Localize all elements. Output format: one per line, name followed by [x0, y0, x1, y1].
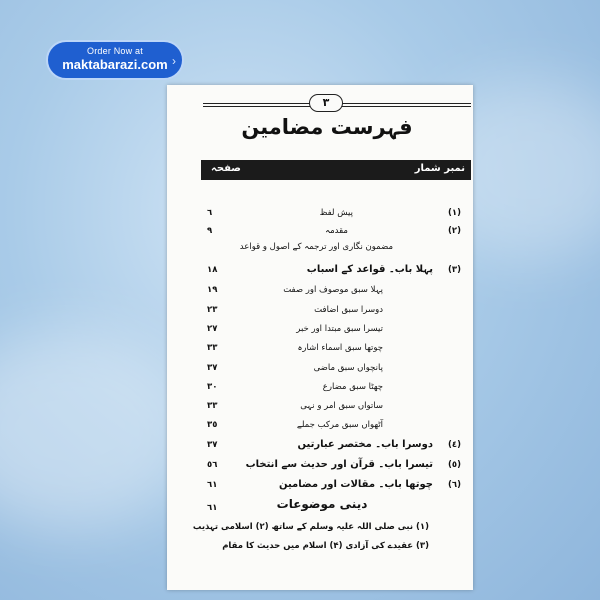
entry-serial: (٢) — [448, 226, 461, 236]
entry-page: ١٩ — [207, 285, 218, 295]
entry-page: ٣٣ — [207, 401, 218, 411]
entry-page: ١٨ — [207, 265, 218, 275]
toc-entry — [167, 478, 473, 492]
toc-entry — [167, 283, 473, 297]
section-heading: دینی موضوعات — [276, 497, 368, 511]
entry-serial: (٥) — [448, 460, 461, 470]
toc-entry — [167, 224, 473, 238]
entry-text: تیسرا باب۔ قرآن اور حدیث سے انتخاب — [245, 459, 433, 470]
toc-header-bar — [201, 160, 471, 180]
header-page-label: صفحہ — [211, 163, 241, 174]
entry-text: چوتھا سبق اسماء اشارہ — [297, 343, 383, 353]
toc-entry — [167, 240, 473, 254]
entry-text: چھٹا سبق مضارع — [322, 382, 383, 392]
toc-entry — [167, 458, 473, 472]
toc-entry — [167, 206, 473, 220]
page-title: فہرست مضامین — [241, 115, 413, 139]
entry-text: پہلا سبق موصوف اور صفت — [283, 285, 383, 295]
entry-page: ٥٦ — [207, 460, 218, 470]
toc-entry — [167, 361, 473, 375]
entry-page: ٢٣ — [207, 305, 218, 315]
entry-text: دوسرا باب۔ مختصر عبارتیں — [297, 439, 433, 450]
toc-entry — [167, 341, 473, 355]
entry-page: ٣٠ — [207, 382, 218, 392]
entry-text: چوتھا باب۔ مقالات اور مضامین — [278, 479, 433, 490]
entry-text: مقدمہ — [325, 226, 348, 236]
header-serial-label: نمبر شمار — [414, 163, 465, 174]
chevron-right-icon: › — [172, 54, 176, 68]
entry-serial: (١) — [448, 208, 461, 218]
entry-serial: (٣) — [448, 265, 461, 275]
book-page — [167, 85, 473, 590]
entry-text: پہلا باب۔ قواعد کے اسباب — [306, 264, 433, 275]
entry-text: پیش لفظ — [319, 208, 353, 218]
entry-text: دوسرا سبق اضافت — [314, 305, 383, 315]
order-site-label: maktabarazi.com — [62, 57, 168, 72]
topic-line: (٣) عقیدے کی آزادی (۴) اسلام میں حدیث کا مقام — [222, 541, 429, 551]
entry-text: ساتواں سبق امر و نہی — [300, 401, 383, 411]
entry-page: ٦١ — [207, 503, 218, 513]
topic-line: (١) نبی صلی اللہ علیہ وسلم کے ساتھ (٢) اسلامی تہذیب — [192, 522, 429, 532]
toc-entry — [167, 418, 473, 432]
entry-page: ٩ — [207, 226, 213, 236]
entry-text: پانچواں سبق ماضی — [313, 363, 383, 373]
order-now-button[interactable] — [46, 40, 184, 80]
entry-page: ٣٣ — [207, 343, 218, 353]
toc-entry — [167, 263, 473, 277]
entry-page: ٢٧ — [207, 324, 218, 334]
toc-entry — [167, 438, 473, 452]
entry-page: ٣٧ — [207, 440, 218, 450]
toc-entry — [167, 380, 473, 394]
toc-entry — [167, 303, 473, 317]
entry-text: تیسرا سبق مبتدا اور خبر — [296, 324, 383, 334]
entry-text: آٹھواں سبق مرکب جملے — [296, 420, 383, 430]
entry-text: مضمون نگاری اور ترجمہ کے اصول و قواعد — [239, 242, 393, 252]
entry-page: ٣٥ — [207, 420, 218, 430]
entry-page: ٣٧ — [207, 363, 218, 373]
toc-entry — [167, 399, 473, 413]
entry-page: ٦ — [207, 208, 213, 218]
entry-serial: (٤) — [448, 440, 461, 450]
entry-serial: (٦) — [448, 480, 461, 490]
toc-entry — [167, 322, 473, 336]
entry-page: ٦١ — [207, 480, 218, 490]
page-number-badge: ٣ — [309, 94, 343, 112]
order-now-label: Order Now at — [87, 46, 143, 56]
